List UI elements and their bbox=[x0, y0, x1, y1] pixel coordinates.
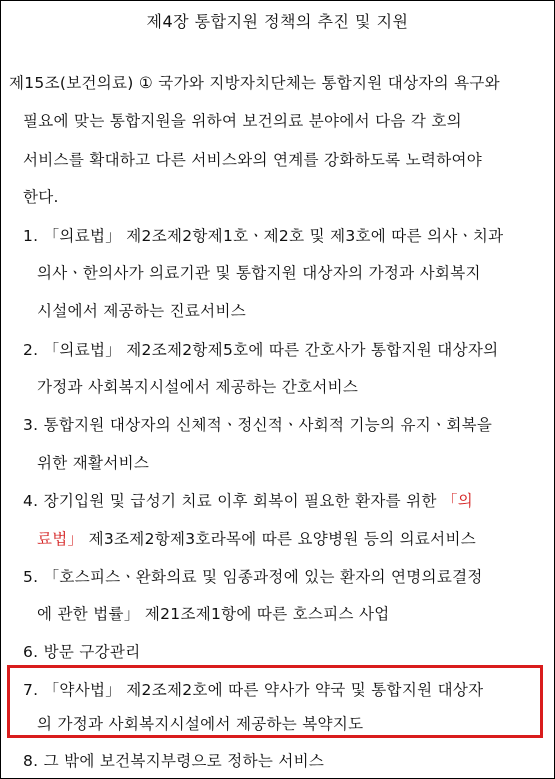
article-intro-line-3: 서비스를 확대하고 다른 서비스와의 연계를 강화하도록 노력하여야 bbox=[23, 151, 483, 169]
item-1-line-2: 의사ㆍ한의사가 의료기관 및 통합지원 대상자의 가정과 사회복지 bbox=[37, 264, 481, 282]
item-3-line-1: 3. 통합지원 대상자의 신체적ㆍ정신적ㆍ사회적 기능의 유지ㆍ회복을 bbox=[23, 416, 493, 434]
item-1-line-1: 1. 「의료법」 제2조제2항제1호ㆍ제2호 및 제3호에 따른 의사ㆍ치과 bbox=[23, 227, 504, 245]
item-4-line-2-text: 제3조제2항제3호라목에 따른 요양병원 등의 의료서비스 bbox=[83, 530, 476, 548]
item-1-line-3: 시설에서 제공하는 진료서비스 bbox=[37, 302, 247, 320]
item-8-line-1: 8. 그 밖에 보건복지부령으로 정하는 서비스 bbox=[23, 752, 325, 770]
item-4-line-2 bbox=[37, 529, 476, 549]
item-3-line-2: 위한 재활서비스 bbox=[37, 454, 150, 472]
item-5-line-1: 5. 「호스피스ㆍ완화의료 및 임종과정에 있는 환자의 연명의료결정 bbox=[23, 568, 483, 586]
item-5-line-2: 에 관한 법률」 제21조제1항에 따른 호스피스 사업 bbox=[37, 605, 390, 623]
item-4-red-law-end: 료법」 bbox=[37, 530, 84, 548]
article-intro-line-2: 필요에 맞는 통합지원을 위하여 보건의료 분야에서 다음 각 호의 bbox=[23, 112, 462, 130]
item-6-line-1: 6. 방문 구강관리 bbox=[23, 643, 141, 661]
item-7-line-2: 의 가정과 사회복지시설에서 제공하는 복약지도 bbox=[37, 715, 364, 733]
article-intro-line-4: 한다. bbox=[23, 188, 59, 206]
item-2-line-1: 2. 「의료법」 제2조제2항제5호에 따른 간호사가 통합지원 대상자의 bbox=[23, 341, 499, 359]
item-4-line-1 bbox=[23, 491, 473, 511]
item-4-line-1-text: 4. 장기입원 및 급성기 치료 이후 회복이 필요한 환자를 위한 bbox=[23, 492, 442, 510]
article-intro-line-1: 제15조(보건의료) ① 국가와 지방자치단체는 통합지원 대상자의 욕구와 bbox=[9, 74, 500, 92]
item-2-line-2: 가정과 사회복지시설에서 제공하는 간호서비스 bbox=[37, 378, 359, 396]
item-4-red-law-start: 「의 bbox=[441, 492, 474, 510]
item-7-line-1: 7. 「약사법」 제2조제2호에 따른 약사가 약국 및 통합지원 대상자 bbox=[23, 681, 484, 699]
chapter-title: 제4장 통합지원 정책의 추진 및 지원 bbox=[146, 12, 409, 31]
